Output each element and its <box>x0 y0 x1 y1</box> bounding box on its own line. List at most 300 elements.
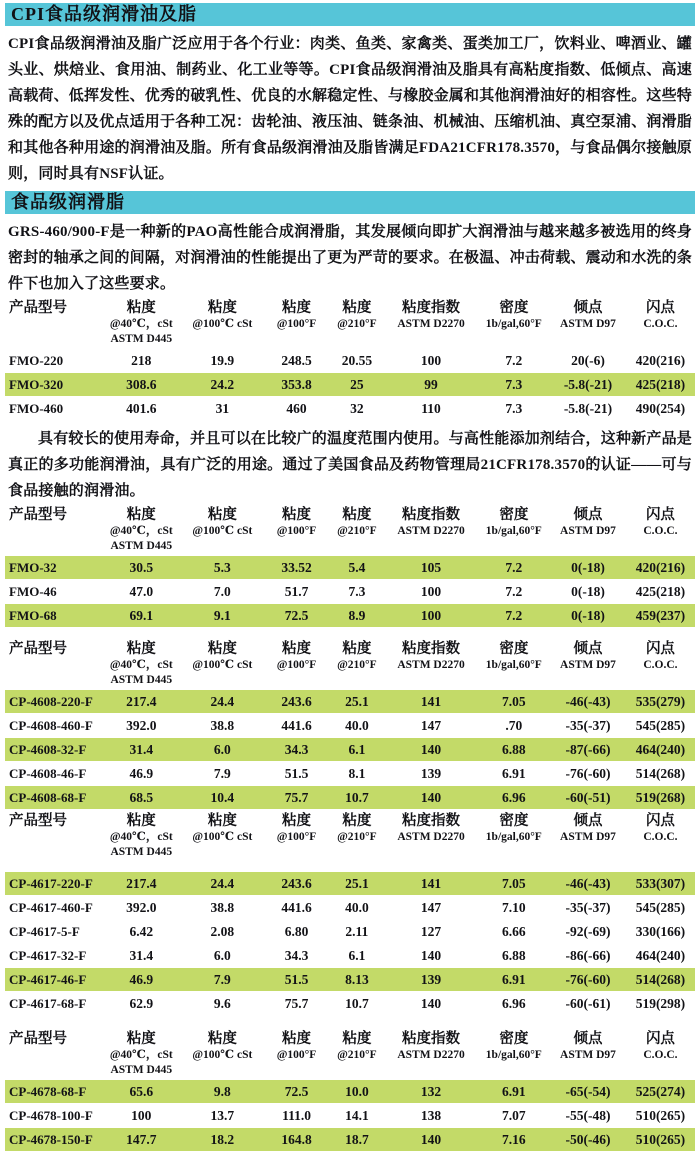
table-row <box>5 992 695 1015</box>
value-cell: -5.8(-21) <box>563 400 613 416</box>
column-header-line <box>9 830 102 845</box>
value-cell: -76(-60) <box>565 971 611 987</box>
column-header <box>626 507 695 554</box>
value-cell: 535(279) <box>635 693 686 709</box>
value-cell: 7.3 <box>505 400 523 416</box>
column-header-line: ASTM D445 <box>110 846 173 858</box>
column-header-line: C.O.C. <box>643 659 678 671</box>
column-header-line: 粘度 <box>282 1031 311 1047</box>
column-header <box>102 641 181 688</box>
column-header-line: 粘度 <box>342 641 372 657</box>
table-header <box>5 300 695 347</box>
value-cell: 6.1 <box>348 947 366 963</box>
value-cell: 25.1 <box>345 693 369 709</box>
value-cell: -35(-37) <box>565 899 611 915</box>
value-cell: 46.9 <box>129 971 154 987</box>
value-cell: 243.6 <box>281 693 312 709</box>
value-cell: 18.7 <box>345 1131 369 1147</box>
column-header <box>626 813 695 860</box>
table-row <box>5 714 695 737</box>
column-header-line <box>264 1063 330 1078</box>
table-row <box>5 604 695 627</box>
value-cell: .70 <box>505 717 523 733</box>
value-cell: 353.8 <box>281 376 312 392</box>
value-cell: 392.0 <box>126 899 157 915</box>
column-header-line: ASTM D445 <box>110 674 173 686</box>
value-cell: 525(274) <box>635 1083 686 1099</box>
column-header <box>264 300 330 347</box>
table-row <box>5 762 695 785</box>
column-header-line <box>626 539 695 554</box>
column-header-line <box>181 1063 264 1078</box>
value-cell: 8.13 <box>345 971 369 987</box>
value-cell: 62.9 <box>129 995 154 1011</box>
value-cell: 7.2 <box>505 352 523 368</box>
column-header-line: ASTM D2270 <box>397 525 465 537</box>
value-cell: 24.4 <box>210 875 235 891</box>
value-cell: 34.3 <box>284 741 309 757</box>
value-cell: 140 <box>420 741 442 757</box>
value-cell: 127 <box>420 923 442 939</box>
column-header <box>264 813 330 860</box>
column-header-line: 粘度 <box>342 1031 372 1047</box>
value-cell: 10.4 <box>210 789 235 805</box>
value-cell: 7.3 <box>348 583 366 599</box>
value-cell: 14.1 <box>345 1107 369 1123</box>
column-header-line: 密度 <box>499 507 529 523</box>
value-cell: 10.0 <box>345 1083 369 1099</box>
value-cell: 72.5 <box>284 607 309 623</box>
column-header-line: @210°F <box>337 831 377 843</box>
column-header-line: 粘度 <box>282 507 311 523</box>
column-header-line: 密度 <box>499 641 529 657</box>
product-model-cell: CP-4678-68-F <box>9 1083 87 1099</box>
product-model-cell: CP-4678-100-F <box>9 1107 93 1123</box>
value-cell: 519(298) <box>635 995 686 1011</box>
column-header-line: ASTM D445 <box>110 1064 173 1076</box>
column-header-line: 粘度 <box>207 641 237 657</box>
value-cell: 6.80 <box>284 923 309 939</box>
value-cell: 46.9 <box>129 765 154 781</box>
value-cell: 514(268) <box>635 971 686 987</box>
table-row <box>5 786 695 809</box>
column-header-line <box>9 524 102 539</box>
value-cell: 7.07 <box>502 1107 526 1123</box>
value-cell: 31 <box>215 400 230 416</box>
table-row <box>5 397 695 420</box>
table-row <box>5 580 695 603</box>
value-cell: 100 <box>420 583 442 599</box>
column-header-line <box>329 539 384 554</box>
column-header-line: ASTM D2270 <box>397 831 465 843</box>
column-header <box>329 641 384 688</box>
column-header-line <box>626 845 695 860</box>
value-cell: 7.05 <box>502 693 526 709</box>
multipurpose-paragraph: 具有较长的使用寿命，并且可以在比较广的温度范围内使用。与高性能添加剂结合，这种新产品是真正的多功能润滑油，具有广泛的用途。通过了美国食品及药物管理局21CFR178.3570的认证——可与食品接触的润滑油。 <box>8 431 692 499</box>
column-header <box>102 813 181 860</box>
value-cell: 545(285) <box>635 899 686 915</box>
value-cell: 6.0 <box>213 741 231 757</box>
column-header <box>329 813 384 860</box>
column-header <box>5 1031 102 1078</box>
column-header-line: 倾点 <box>573 507 603 523</box>
product-model-cell: CP-4608-460-F <box>9 717 93 733</box>
column-header-line: 粘度 <box>282 300 311 316</box>
value-cell: 6.91 <box>502 1083 526 1099</box>
product-model-cell: CP-4608-46-F <box>9 765 87 781</box>
table-row <box>5 944 695 967</box>
column-header-line: @210°F <box>337 1049 377 1061</box>
column-header <box>102 507 181 554</box>
value-cell: 20.55 <box>341 352 373 368</box>
value-cell: 32 <box>350 400 364 416</box>
column-header-line: C.O.C. <box>643 831 678 843</box>
column-header-line: ASTM D2270 <box>397 318 465 330</box>
column-header-line: @100°F <box>276 659 317 671</box>
column-header-line: ASTM D97 <box>560 1049 616 1061</box>
column-header-line: 粘度指数 <box>402 1031 461 1047</box>
table-row <box>5 968 695 991</box>
value-cell: 13.7 <box>210 1107 235 1123</box>
column-header-line: @210°F <box>337 525 377 537</box>
value-cell: 141 <box>420 693 442 709</box>
column-header-line: 产品型号 <box>9 813 67 829</box>
value-cell: 110 <box>421 400 441 416</box>
value-cell: -55(-48) <box>565 1107 611 1123</box>
product-model-cell: FMO-320 <box>9 376 64 392</box>
value-cell: 72.5 <box>284 1083 309 1099</box>
column-header-line: 粘度指数 <box>402 813 461 829</box>
column-header-line <box>264 332 330 347</box>
product-model-cell: FMO-220 <box>9 352 64 368</box>
column-header-line: @100℃ cSt <box>192 318 253 330</box>
column-header-line <box>329 332 384 347</box>
column-header <box>550 300 626 347</box>
column-header-line: 粘度 <box>282 641 311 657</box>
column-header <box>626 641 695 688</box>
value-cell: 0(-18) <box>571 559 605 575</box>
column-header-line: C.O.C. <box>643 525 678 537</box>
column-header-line <box>384 1063 477 1078</box>
column-header-line: ASTM D97 <box>560 831 616 843</box>
column-header <box>384 641 477 688</box>
column-header-line: 粘度 <box>282 813 311 829</box>
value-cell: 510(265) <box>635 1107 686 1123</box>
column-header-line <box>9 332 102 347</box>
value-cell: 7.9 <box>213 971 231 987</box>
column-header-line <box>384 332 477 347</box>
value-cell: 308.6 <box>126 376 157 392</box>
column-header <box>264 507 330 554</box>
value-cell: 6.96 <box>502 995 526 1011</box>
value-cell: 140 <box>420 789 442 805</box>
column-header-line: 粘度 <box>207 1031 237 1047</box>
value-cell: 425(218) <box>635 376 686 392</box>
column-header <box>626 1031 695 1078</box>
column-header-line <box>329 1063 384 1078</box>
column-header-line <box>181 673 264 688</box>
value-cell: -60(-51) <box>565 789 611 805</box>
column-header-line <box>9 1063 102 1078</box>
value-cell: 6.0 <box>213 947 231 963</box>
value-cell: 7.2 <box>505 607 523 623</box>
column-header-line: ASTM D97 <box>560 659 616 671</box>
column-header-line <box>9 673 102 688</box>
column-header-line: 闪点 <box>645 507 675 523</box>
value-cell: 6.42 <box>129 923 154 939</box>
column-header <box>5 507 102 554</box>
value-cell: 464(240) <box>635 741 686 757</box>
value-cell: 7.3 <box>505 376 523 392</box>
value-cell: 19.9 <box>210 352 235 368</box>
column-header <box>5 813 102 860</box>
value-cell: 139 <box>420 765 442 781</box>
value-cell: 7.10 <box>502 899 526 915</box>
value-cell: 510(265) <box>635 1131 686 1147</box>
column-header-line: 倾点 <box>573 1031 603 1047</box>
column-header-line: 粘度 <box>126 1031 156 1047</box>
column-header <box>181 300 264 347</box>
spec-table-cp4608 <box>5 641 695 809</box>
column-header-line: ASTM D2270 <box>397 1049 465 1061</box>
column-header-line: @210°F <box>337 659 377 671</box>
value-cell: 6.88 <box>502 741 526 757</box>
value-cell: -50(-46) <box>565 1131 611 1147</box>
column-header <box>5 641 102 688</box>
column-header-line: 粘度指数 <box>402 300 461 316</box>
value-cell: 33.52 <box>281 559 312 575</box>
value-cell: 392.0 <box>126 717 157 733</box>
column-header-line <box>329 673 384 688</box>
column-header <box>5 300 102 347</box>
column-header-line <box>181 332 264 347</box>
column-header <box>264 641 330 688</box>
column-header <box>329 300 384 347</box>
column-header-line: 粘度 <box>342 300 372 316</box>
column-header-line: 粘度 <box>342 813 372 829</box>
column-header-line <box>181 539 264 554</box>
column-header-line <box>550 332 626 347</box>
column-header-line <box>626 1063 695 1078</box>
product-model-cell: CP-4617-32-F <box>9 947 87 963</box>
value-cell: 420(216) <box>635 352 686 368</box>
value-cell: 248.5 <box>281 352 312 368</box>
column-header-line: 粘度指数 <box>402 507 461 523</box>
value-cell: 34.3 <box>284 947 309 963</box>
column-header-line: 粘度 <box>126 507 156 523</box>
value-cell: 47.0 <box>129 583 154 599</box>
value-cell: 105 <box>420 559 442 575</box>
column-header-line: 粘度 <box>207 813 237 829</box>
value-cell: 2.08 <box>210 923 235 939</box>
column-header-line: 粘度 <box>126 300 156 316</box>
column-header <box>264 1031 330 1078</box>
value-cell: 10.7 <box>345 995 369 1011</box>
column-header <box>550 1031 626 1078</box>
column-header-line: 密度 <box>499 1031 529 1047</box>
value-cell: 6.91 <box>502 971 526 987</box>
column-header-line: 密度 <box>499 300 529 316</box>
value-cell: 139 <box>420 971 442 987</box>
column-header <box>181 507 264 554</box>
product-model-cell: CP-4608-32-F <box>9 741 87 757</box>
column-header-line <box>478 332 550 347</box>
value-cell: 69.1 <box>129 607 154 623</box>
spec-table-fmo-2 <box>5 507 695 627</box>
value-cell: 100 <box>420 607 442 623</box>
column-header-line: 粘度 <box>342 507 372 523</box>
column-header <box>550 813 626 860</box>
value-cell: 68.5 <box>129 789 154 805</box>
column-header-line: ASTM D445 <box>110 333 173 345</box>
value-cell: 441.6 <box>281 717 312 733</box>
value-cell: 545(285) <box>635 717 686 733</box>
value-cell: 464(240) <box>635 947 686 963</box>
column-header-line: 1b/gal,60°F <box>485 1049 542 1061</box>
table-row <box>5 349 695 372</box>
column-header-line: 粘度指数 <box>402 641 461 657</box>
column-header-line: 1b/gal,60°F <box>485 318 542 330</box>
column-header-line: 粘度 <box>207 300 237 316</box>
table-row <box>5 556 695 579</box>
product-model-cell: CP-4608-220-F <box>9 693 93 709</box>
value-cell: 31.4 <box>129 741 154 757</box>
value-cell: -5.8(-21) <box>563 376 613 392</box>
value-cell: 65.6 <box>129 1083 154 1099</box>
value-cell: 40.0 <box>345 717 369 733</box>
spec-table-cp4678 <box>5 1031 695 1151</box>
value-cell: 51.5 <box>284 971 309 987</box>
column-header-line: @100°F <box>276 318 317 330</box>
table-row <box>5 373 695 396</box>
value-cell: 6.91 <box>502 765 526 781</box>
value-cell: 7.2 <box>505 559 523 575</box>
value-cell: 75.7 <box>284 995 309 1011</box>
value-cell: 218 <box>131 352 152 368</box>
value-cell: 330(166) <box>635 923 686 939</box>
table-header <box>5 641 695 688</box>
value-cell: 111.0 <box>282 1107 311 1123</box>
table-row <box>5 1080 695 1103</box>
column-header-line: @40℃，cSt <box>109 318 173 330</box>
value-cell: 7.16 <box>502 1131 526 1147</box>
spec-table-cp4617 <box>5 813 695 1015</box>
value-cell: 75.7 <box>284 789 309 805</box>
column-header-line: 产品型号 <box>9 1031 67 1047</box>
column-header-line <box>9 658 102 673</box>
value-cell: 25 <box>350 376 364 392</box>
value-cell: 20(-6) <box>571 352 605 368</box>
table-row <box>5 896 695 919</box>
table-row <box>5 738 695 761</box>
column-header <box>102 1031 181 1078</box>
table-header <box>5 507 695 554</box>
column-header <box>384 507 477 554</box>
column-header-line <box>550 1063 626 1078</box>
value-cell: 10.7 <box>345 789 369 805</box>
column-header <box>384 1031 477 1078</box>
column-header-line <box>9 317 102 332</box>
value-cell: 490(254) <box>635 400 686 416</box>
column-header-line: @210°F <box>337 318 377 330</box>
column-header-line <box>9 845 102 860</box>
column-header <box>329 507 384 554</box>
value-cell: 9.8 <box>213 1083 231 1099</box>
value-cell: 217.4 <box>126 693 157 709</box>
value-cell: 38.8 <box>210 717 235 733</box>
product-model-cell: FMO-46 <box>9 583 57 599</box>
table-header <box>5 1031 695 1078</box>
value-cell: 147 <box>420 899 442 915</box>
column-header-line: 倾点 <box>573 300 603 316</box>
value-cell: 460 <box>286 400 307 416</box>
column-header-line: C.O.C. <box>643 1049 678 1061</box>
value-cell: 8.9 <box>348 607 366 623</box>
value-cell: 18.2 <box>210 1131 235 1147</box>
value-cell: 8.1 <box>348 765 366 781</box>
value-cell: 25.1 <box>345 875 369 891</box>
column-header <box>102 300 181 347</box>
value-cell: 38.8 <box>210 899 235 915</box>
column-header-line <box>478 1063 550 1078</box>
value-cell: 243.6 <box>281 875 312 891</box>
column-header-line: 闪点 <box>645 813 675 829</box>
value-cell: 6.1 <box>348 741 366 757</box>
column-header-line <box>264 673 330 688</box>
column-header-line <box>9 1048 102 1063</box>
column-header-line: @40℃，cSt <box>109 831 173 843</box>
product-model-cell: CP-4608-68-F <box>9 789 87 805</box>
column-header-line: ASTM D445 <box>110 540 173 552</box>
value-cell: 6.88 <box>502 947 526 963</box>
column-header <box>478 1031 550 1078</box>
value-cell: -87(-66) <box>565 741 611 757</box>
value-cell: 140 <box>420 947 442 963</box>
value-cell: 30.5 <box>129 559 154 575</box>
column-header-line <box>550 845 626 860</box>
column-header-line <box>550 673 626 688</box>
column-header-line: 粘度 <box>207 507 237 523</box>
column-header-line: 1b/gal,60°F <box>485 831 542 843</box>
value-cell: 459(237) <box>635 607 686 623</box>
table-row <box>5 920 695 943</box>
value-cell: 141 <box>420 875 442 891</box>
value-cell: -86(-66) <box>565 947 611 963</box>
column-header-line: 闪点 <box>645 641 675 657</box>
column-header-line <box>550 539 626 554</box>
table-row <box>5 690 695 713</box>
section-title-oils: CPI食品级润滑油及脂 <box>5 3 695 26</box>
column-header-line <box>9 539 102 554</box>
grease-paragraph: GRS-460/900-F是一种新的PAO高性能合成润滑脂，其发展倾向即扩大润滑油与越来越多被选用的终身密封的轴承之间的间隔，对润滑油的性能提出了更为严苛的要求。在极温、冲击荷载、震动和水洗的条件下也加入了这些要求。 <box>8 224 693 292</box>
column-header <box>478 641 550 688</box>
column-header-line <box>478 673 550 688</box>
table-row <box>5 872 695 895</box>
value-cell: 420(216) <box>635 559 686 575</box>
product-model-cell: CP-4617-460-F <box>9 899 93 915</box>
column-header <box>550 507 626 554</box>
column-header-line: 产品型号 <box>9 507 67 523</box>
column-header-line: @100°F <box>276 525 317 537</box>
value-cell: 6.96 <box>502 789 526 805</box>
value-cell: 441.6 <box>281 899 312 915</box>
value-cell: 31.4 <box>129 947 154 963</box>
column-header-line: @40℃，cSt <box>109 659 173 671</box>
column-header <box>181 641 264 688</box>
value-cell: 51.5 <box>284 765 309 781</box>
value-cell: 140 <box>420 995 442 1011</box>
column-header-line: 产品型号 <box>9 300 67 316</box>
